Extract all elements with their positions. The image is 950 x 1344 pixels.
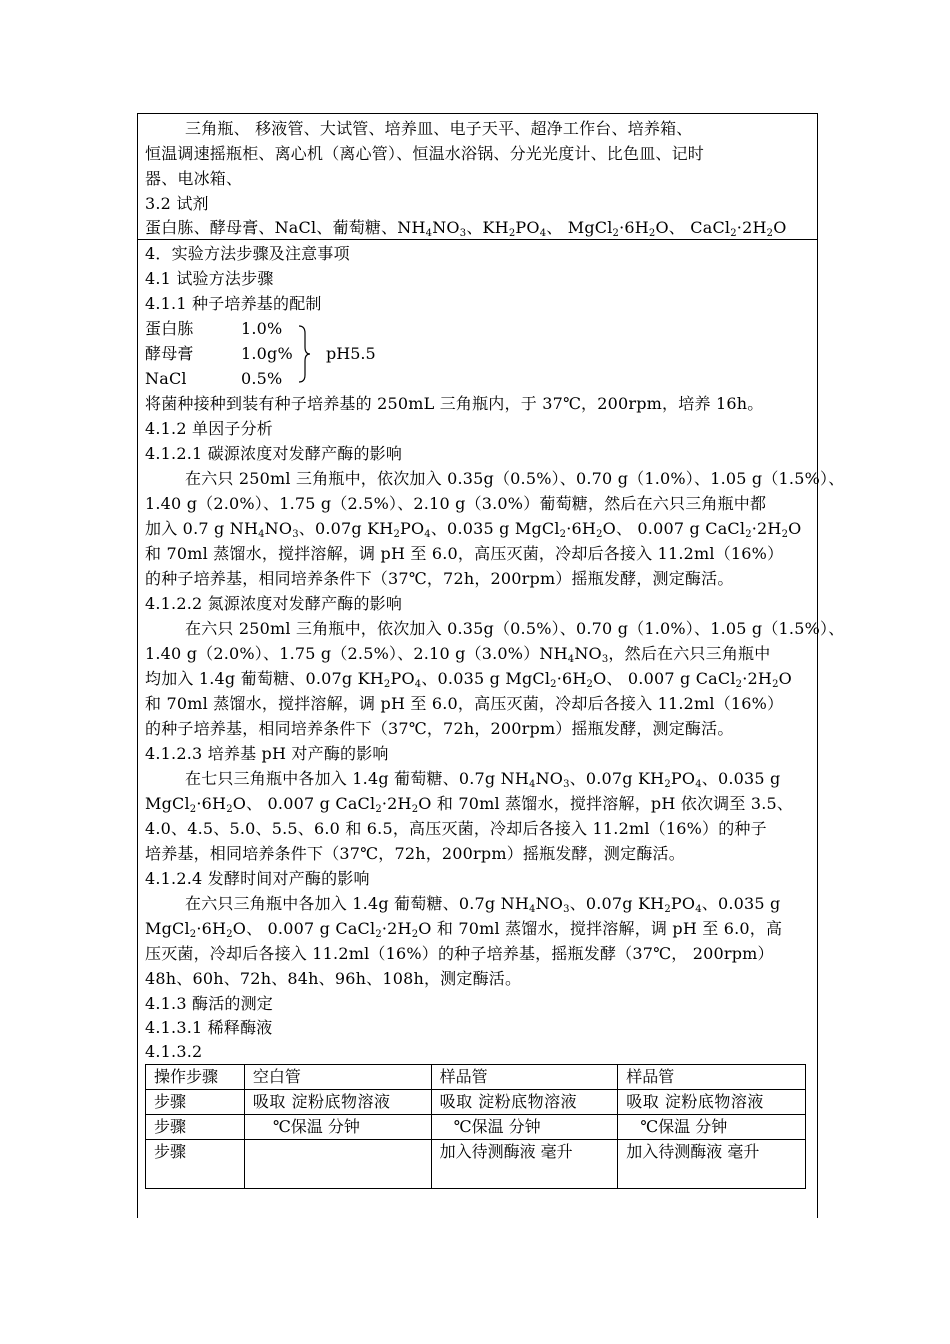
table-header-cell: 操作步骤 [146, 1065, 245, 1090]
paragraph-line: 在六只 250ml 三角瓶中，依次加入 0.35g（0.5%）、0.70 g（1.0%）、1.05 g（1.5%）、 [185, 469, 845, 488]
paragraph-line: 4.0、4.5、5.0、5.5、6.0 和 6.5，高压灭菌，冷却后各接入 11.2ml（16%）的种子 [145, 819, 767, 838]
paragraph-line: 1.40 g（2.0%）、1.75 g（2.5%）、2.10 $g(3.0\%)NH_4NO_3$，然后在六只三角瓶中 [145, 644, 771, 665]
table-cell: 加入待测酶液 毫升 [431, 1140, 618, 1189]
equipment-line-3: 器、电冰箱、 [145, 169, 243, 188]
section-4-heading: 4．实验方法步骤及注意事项 [145, 244, 350, 263]
table-header-cell: 样品管 [618, 1065, 806, 1090]
paragraph-line: 和 70ml 蒸馏水，搅拌溶解，调 pH 至 6.0，高压灭菌，冷却后各接入 11.2ml（16%） [145, 694, 784, 713]
heading-4-1-3-1: 4.1.3.1 稀释酶液 [145, 1018, 273, 1037]
table-cell: 吸取 淀粉底物溶液 [431, 1090, 618, 1115]
paragraph-line: 1.40 g（2.0%）、1.75 g（2.5%）、2.10 g（3.0%）葡萄糖，然后在六只三角瓶中都 [145, 494, 767, 513]
heading-4-1-1: 4.1.1 种子培养基的配制 [145, 294, 322, 313]
table-header-cell: 样品管 [431, 1065, 618, 1090]
heading-4-1-2-1: 4.1.2.1 碳源浓度对发酵产酶的影响 [145, 444, 403, 463]
paragraph-line: $MgCl_2\cdot 6H_2O$、 0.007 g $CaCl_2\cdot 2H_2O$ 和 70ml 蒸馏水，搅拌溶解，调 pH 至 6.0，高 [145, 919, 783, 940]
paragraph-line: 的种子培养基，相同培养条件下（37℃，72h，200rpm）摇瓶发酵，测定酶活。 [145, 719, 734, 738]
equipment-line-2: 恒温调速摇瓶柜、离心机（离心管）、恒温水浴锅、分光光度计、比色皿、记时 [145, 144, 705, 163]
table-row [146, 1090, 806, 1115]
table-cell: 加入待测酶液 毫升 [618, 1140, 806, 1189]
heading-4-1-2: 4.1.2 单因子分析 [145, 419, 273, 438]
heading-4-1-3-2: 4.1.3.2 [145, 1042, 203, 1061]
table-cell: 步骤 [146, 1090, 245, 1115]
medium-item: NaCl 0.5% [145, 369, 283, 388]
medium-item: 蛋白胨 1.0% [145, 319, 283, 338]
reagents-list: 蛋白胨、酵母膏、NaCl、葡萄糖、$NH_4NO_3$、$KH_2PO_4$、 $MgCl_2\cdot 6H_2O$、 $CaCl_2\cdot 2H_2O$ [145, 218, 787, 239]
paragraph-line: 的种子培养基，相同培养条件下（37℃，72h，200rpm）摇瓶发酵，测定酶活。 [145, 569, 734, 588]
medium-item: 酵母膏 1.0g% [145, 344, 293, 363]
table-header-cell: 空白管 [244, 1065, 431, 1090]
heading-4-1-2-3: 4.1.2.3 培养基 pH 对产酶的影响 [145, 744, 389, 763]
paragraph-line: 48h、60h、72h、84h、96h、108h，测定酶活。 [145, 969, 522, 988]
heading-4-1-3: 4.1.3 酶活的测定 [145, 994, 273, 1013]
heading-4-1: 4.1 试验方法步骤 [145, 269, 274, 288]
table-cell: 步骤 [146, 1115, 245, 1140]
table-cell: ℃保温 分钟 [431, 1115, 618, 1140]
table-cell: 步骤 [146, 1140, 245, 1189]
table-header-row [146, 1065, 806, 1090]
paragraph-line: 压灭菌，冷却后各接入 11.2ml（16%）的种子培养基，摇瓶发酵（37℃， 200rpm） [145, 944, 774, 963]
inoculation-text: 将菌种接种到装有种子培养基的 250mL 三角瓶内，于 37℃，200rpm，培养 16h。 [145, 394, 764, 413]
table-cell [244, 1140, 431, 1189]
paragraph-line: $MgCl_2\cdot 6H_2O$、 0.007 g $CaCl_2\cdot 2H_2O$ 和 70ml 蒸馏水，搅拌溶解，pH 依次调至 3.5、 [145, 794, 794, 815]
table-cell: 吸取 淀粉底物溶液 [244, 1090, 431, 1115]
table-cell: ℃保温 分钟 [244, 1115, 431, 1140]
paragraph-line: 加入 0.7 g $NH_4NO_3$、0.07g $KH_2PO_4$、0.035 g $MgCl_2\cdot 6H_2O$、 0.007 g $CaCl_2\cdot 2H_2O$ [145, 519, 802, 540]
equipment-line-1: 三角瓶、 移液管、大试管、培养皿、电子天平、超净工作台、培养箱、 [185, 119, 693, 138]
paragraph-line: 均加入 1.4g 葡萄糖、0.07g $KH_2PO_4$、0.035 g $MgCl_2\cdot 6H_2O$、 0.007 g $CaCl_2\cdot 2H_2O$ [145, 669, 792, 690]
paragraph-line: 在六只三角瓶中各加入 1.4g 葡萄糖、0.7g $NH_4NO_3$、0.07g $KH_2PO_4$、0.035 g [185, 894, 781, 915]
medium-ph: pH5.5 [326, 344, 376, 363]
table-cell: 吸取 淀粉底物溶液 [618, 1090, 806, 1115]
reagents-heading: 3.2 试剂 [145, 194, 209, 213]
paragraph-line: 在七只三角瓶中各加入 1.4g 葡萄糖、0.7g $NH_4NO_3$、0.07g $KH_2PO_4$、0.035 g [185, 769, 781, 790]
table-cell: ℃保温 分钟 [618, 1115, 806, 1140]
heading-4-1-2-4: 4.1.2.4 发酵时间对产酶的影响 [145, 869, 370, 888]
paragraph-line: 在六只 250ml 三角瓶中，依次加入 0.35g（0.5%）、0.70 g（1.0%）、1.05 g（1.5%）、 [185, 619, 845, 638]
table-row [146, 1140, 806, 1189]
paragraph-line: 和 70ml 蒸馏水，搅拌溶解，调 pH 至 6.0，高压灭菌，冷却后各接入 11.2ml（16%） [145, 544, 784, 563]
table-row [146, 1115, 806, 1140]
paragraph-line: 培养基，相同培养条件下（37℃，72h，200rpm）摇瓶发酵，测定酶活。 [145, 844, 685, 863]
right-brace-icon [298, 325, 310, 383]
heading-4-1-2-2: 4.1.2.2 氮源浓度对发酵产酶的影响 [145, 594, 403, 613]
assay-steps-table [145, 1064, 806, 1189]
